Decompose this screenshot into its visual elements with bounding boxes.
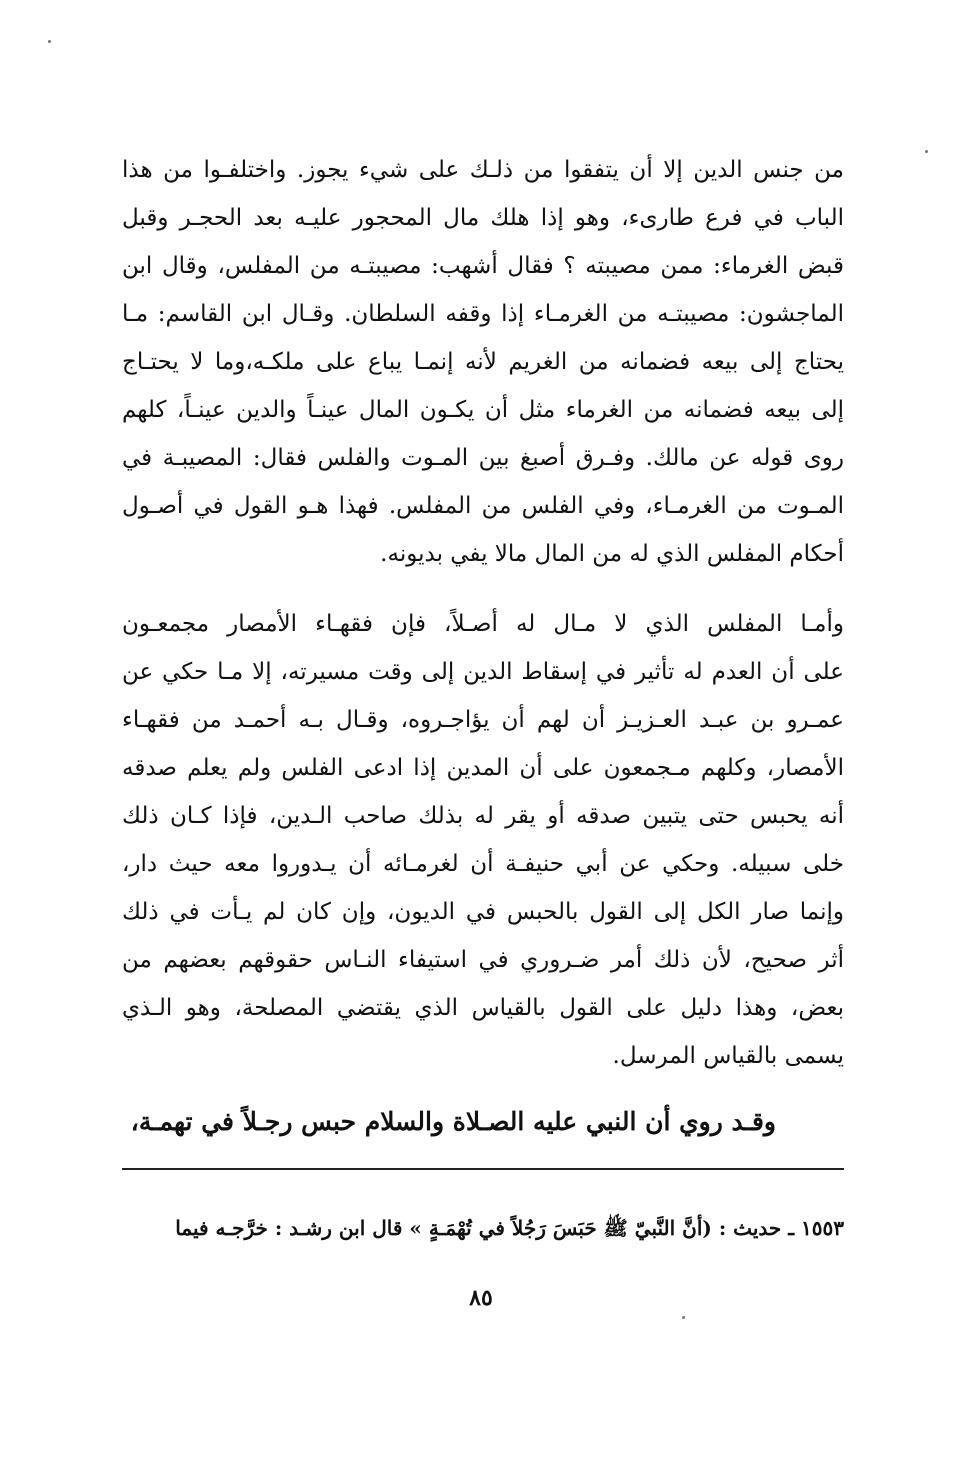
paragraph-line: عمـرو بن عبـد العـزيـز أن لهم أن يؤاجـروه، وقـال بـه أحمـد من فقهـاء <box>122 707 844 733</box>
paragraph-line: أنه يحبس حتى يتبين صدقه أو يقر له بذلك صاحب الـدين، فإذا كـان ذلك <box>122 803 844 829</box>
paragraph-line: يسمى بالقياس المرسل. <box>612 1043 844 1069</box>
paragraph-line: على أن العدم له تأثير في إسقاط الدين إلى وقت مسيرته، إلا مـا حكي عن <box>122 659 844 685</box>
paragraph-1 <box>122 146 844 578</box>
paragraph-line: أثر صحيح، لأن ذلك أمر ضـروري في استيفاء النـاس حقوقهم بعضهم من <box>122 947 844 973</box>
hadith-intro-line: وقـد روي أن النبي عليه الصـلاة والسلام حبس رجـلاً في تهمـة، <box>130 1107 776 1136</box>
paragraph-line: الماجشون: مصيبتـه من الغرمـاء إذا وقفه السلطان. وقـال ابن القاسم: مـا <box>122 301 844 327</box>
paragraph-line: المـوت من الغرمـاء، وفي الفلس من المفلس. فهذا هـو القول في أصـول <box>122 493 844 519</box>
paragraph-2 <box>122 600 844 1080</box>
page-number: ٨٥ <box>469 1285 493 1311</box>
scan-speck <box>48 40 51 43</box>
paragraph-line: خلى سبيله. وحكي عن أبي حنيفـة أن لغرمـائه أن يـدوروا معه حيث دار، <box>122 851 844 877</box>
paragraph-line: من جنس الدين إلا أن يتفقوا من ذلـك على شيء يجوز. واختلفـوا من هذا <box>122 157 844 183</box>
paragraph-line: أحكام المفلس الذي له من المال مالا يفي بديونه. <box>380 541 844 567</box>
paragraph-line: قبض الغرماء: ممن مصيبته ؟ فقال أشهب: مصيبتـه من المفلس، وقال ابن <box>122 253 844 279</box>
paragraph-line: وإنما صار الكل إلى القول بالحبس في الديون، وإن كان لم يـأت في ذلك <box>122 899 844 925</box>
paragraph-line: روى قوله عن مالك. وفـرق أصبغ بين المـوت والفلس فقال: المصيبـة في <box>122 445 844 471</box>
scan-speck <box>682 1316 685 1319</box>
scan-speck <box>925 150 928 153</box>
paragraph-line: وأمـا المفلس الذي لا مـال له أصـلاً، فإن فقهـاء الأمصار مجمعـون <box>122 611 844 637</box>
paragraph-line: الأمصار، وكلهم مـجمعون على أن المدين إذا ادعى الفلس ولم يعلم صدقه <box>122 755 844 781</box>
paragraph-line: يحتاج إلى بيعه فضمانه من الغريم لأنه إنمـا يباع على ملكـه،وما لا يحتـاج <box>122 349 844 375</box>
footnote: ١٥٥٣ ـ حديث : (أنَّ النَّبيّ ﷺ حَبَسَ رَجُلاً في تُهْمَـةٍ » قال ابن رشـد : خرَّجـه فيما <box>175 1216 844 1240</box>
paragraph-line: إلى بيعه فضمانه من الغرماء مثل أن يكـون المال عينـاً والدين عينـاً، كلهم <box>122 397 844 423</box>
paragraph-line: بعض، وهذا دليل على القول بالقياس الذي يقتضي المصلحة، وهو الـذي <box>122 995 844 1021</box>
paragraph-line: الباب في فرع طارىء، وهو إذا هلك مال المحجور عليـه بعد الحجـر وقبل <box>122 205 844 231</box>
footnote-divider <box>122 1168 844 1170</box>
